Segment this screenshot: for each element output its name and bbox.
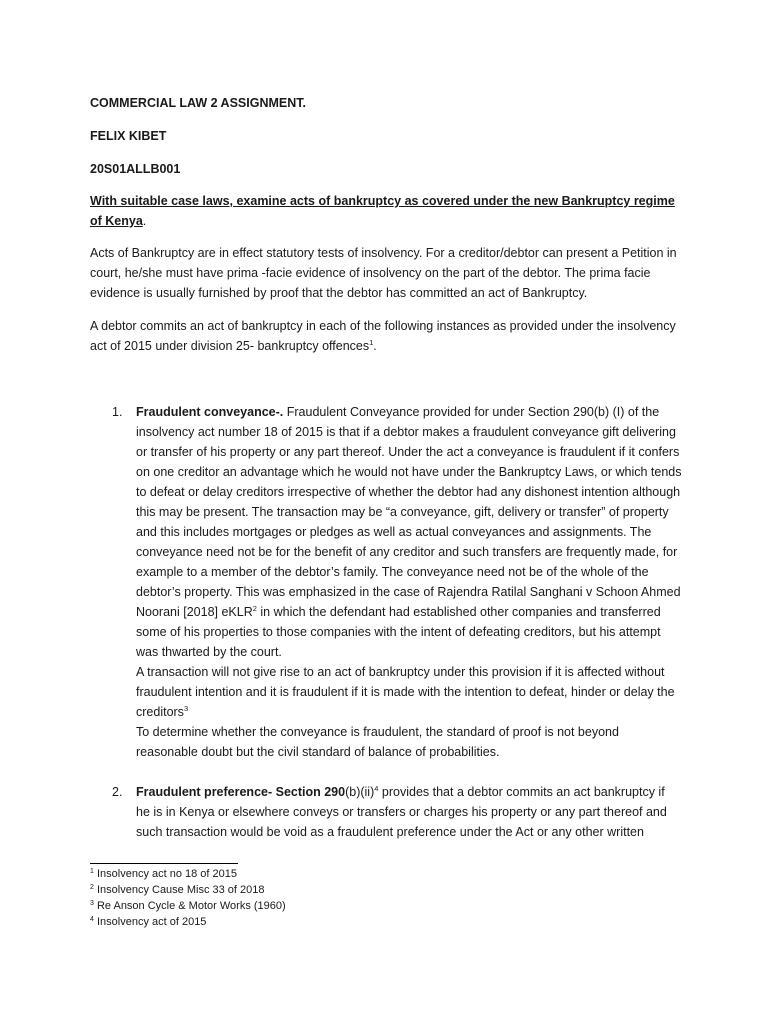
footnote-number: 2 — [90, 884, 94, 891]
intro-paragraph-2 — [90, 316, 680, 356]
footnote — [90, 898, 286, 914]
footnote-separator — [90, 863, 238, 864]
footnote-text: Insolvency act of 2015 — [96, 916, 207, 928]
footnote-text: Insolvency act no 18 of 2015 — [96, 868, 238, 880]
list-item-fraudulent-preference — [112, 782, 682, 842]
footnote — [90, 866, 286, 882]
item-text-b: in which the defendant had established other companies and transferred some of his properties to those companies with the intent of defeating creditors, but his attempt was thwarted by the court. — [136, 605, 661, 659]
question-text: With suitable case laws, examine acts of bankruptcy as covered under the new Bankruptcy regime of Kenya — [90, 194, 675, 228]
footnote-ref-2[interactable]: 2 — [252, 604, 257, 613]
footnote-text: Insolvency Cause Misc 33 of 2018 — [96, 884, 265, 896]
item-text-c: A transaction will not give rise to an act of bankruptcy under this provision if it is affected without fraudulent intention and it is fraudulent if it is made with the intention to defeat, hinder or delay the creditors — [136, 665, 675, 719]
list-item-body — [136, 402, 682, 762]
footnote-ref-1[interactable]: 1 — [369, 338, 374, 347]
list-item-paragraph — [136, 402, 682, 662]
footnote-number: 1 — [90, 868, 94, 875]
list-number: 1. — [112, 405, 123, 419]
list-item-fraudulent-conveyance — [112, 402, 682, 762]
footnote-number: 4 — [90, 916, 94, 923]
author-name: FELIX KIBET — [90, 129, 167, 143]
intro-paragraph-1: Acts of Bankruptcy are in effect statutory tests of insolvency. For a creditor/debtor can present a Petition in court, he/she must have prima -facie evidence of insolvency on the part of the debtor. The prima facie evidence is usually furnished by proof that the debtor has committed an act of Bankruptcy. — [90, 246, 677, 300]
item-text-a: Fraudulent Conveyance provided for under Section 290(b) (I) of the insolvency act number 18 of 2015 is that if a debtor makes a fraudulent conveyance gift delivering or transfer of his property or any part thereof. Under the act a conveyance is fraudulent if it confers on one creditor an advantage which he would not have under the Bankruptcy Laws, or which tends to defeat or delay creditors irrespective of whether the debtor had any dishonest intention although this may be present. The transaction may be “a conveyance, gift, delivery or transfer” of property and this includes mortgages or pledges as well as actual conveyances and assignments. The conveyance need not be for the benefit of any creditor and such transfers are frequently made, for example to a member of the debtor’s family. The conveyance need not be of the whole of the debtor’s property. This was emphasized in the case of Rajendra Ratilal Sanghani v Schoon Ahmed Noorani [2018] eKLR — [136, 405, 682, 619]
footnote-ref-3[interactable]: 3 — [183, 704, 189, 713]
question-end: . — [142, 214, 147, 228]
item-heading-plain: (b)(ii) — [345, 785, 375, 799]
assignment-title: COMMERCIAL LAW 2 ASSIGNMENT. — [90, 96, 306, 110]
list-number: 2. — [112, 785, 123, 799]
intro-p2-end: . — [373, 339, 377, 353]
item-heading: Fraudulent preference- Section 290 — [136, 785, 346, 799]
student-id: 20S01ALLB001 — [90, 162, 181, 176]
item-heading: Fraudulent conveyance-. — [136, 405, 284, 419]
footnote-text: Re Anson Cycle & Motor Works (1960) — [96, 900, 286, 912]
intro-p2-text: A debtor commits an act of bankruptcy in each of the following instances as provided under the insolvency act of 2015 under division 25- bankruptcy offences — [90, 319, 676, 353]
footnote-ref-4[interactable]: 4 — [374, 784, 379, 793]
footnote — [90, 882, 286, 898]
footnote-number: 3 — [90, 900, 94, 907]
list-item-body — [136, 782, 682, 842]
item-text-d: To determine whether the conveyance is fraudulent, the standard of proof is not beyond reasonable doubt but the civil standard of balance of probabilities. — [136, 725, 619, 759]
footnotes — [90, 866, 286, 930]
item-text-a: provides that a debtor commits an act bankruptcy if he is in Kenya or elsewhere conveys or transfers or charges his property or any part thereof and such transaction would be void as a fraudulent preference under the Act or any other written — [136, 785, 667, 839]
assignment-question — [90, 191, 680, 231]
list-item-paragraph — [136, 662, 682, 722]
footnote — [90, 914, 286, 930]
